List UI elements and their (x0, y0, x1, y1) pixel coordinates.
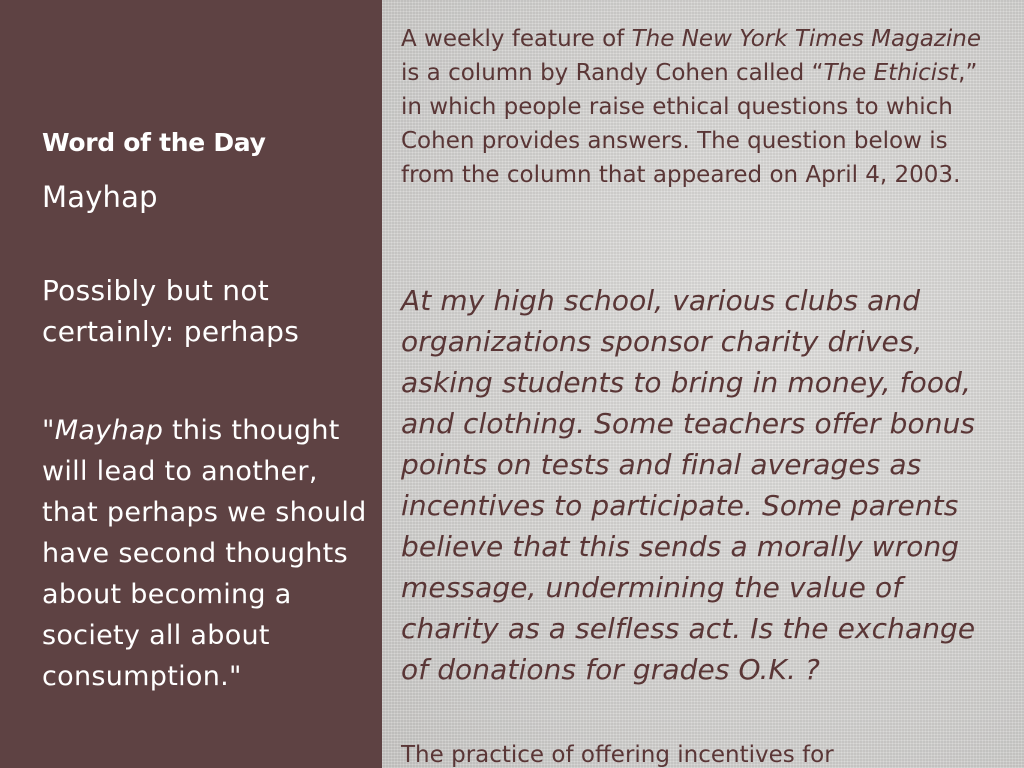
ethics-question: At my high school, various clubs and organizations sponsor charity drives, asking students to bring in money, food, and clothing. Some teachers offer bonus points on tests and final averages as incentives to participate. Some parents believe that this sends a morally wrong message, undermining the value of charity as a selfless act. Is the exchange of donations for grades O.K. ? (401, 284, 976, 686)
quote-rest-text: this thought will lead to another, that perhaps we should have second thoughts about becoming a society all about consumption." (42, 415, 367, 692)
quote-open-mark: " (42, 415, 55, 446)
ethicist-intro-paragraph (401, 22, 1001, 192)
word-usage-quote (42, 410, 372, 697)
word-definition: Possibly but not certainly: perhaps (42, 274, 300, 348)
intro-text-3: ,” in which people raise ethical questions to which Cohen provides answers. The question below is from the column that appeared on April 4, 2003. (401, 60, 978, 188)
intro-publication-title: The New York Times Magazine (631, 26, 981, 52)
intro-text-1: A weekly feature of (401, 26, 632, 52)
word-of-the-day-panel (0, 0, 382, 768)
quote-italic-word: Mayhap (54, 415, 164, 446)
intro-text-2: is a column by Randy Cohen called “ (401, 60, 824, 86)
word-of-the-day-word: Mayhap (42, 180, 158, 214)
answer-paragraph: The practice of offering incentives for (401, 742, 834, 768)
word-of-the-day-heading: Word of the Day (42, 128, 266, 157)
intro-column-title: The Ethicist (823, 60, 959, 86)
